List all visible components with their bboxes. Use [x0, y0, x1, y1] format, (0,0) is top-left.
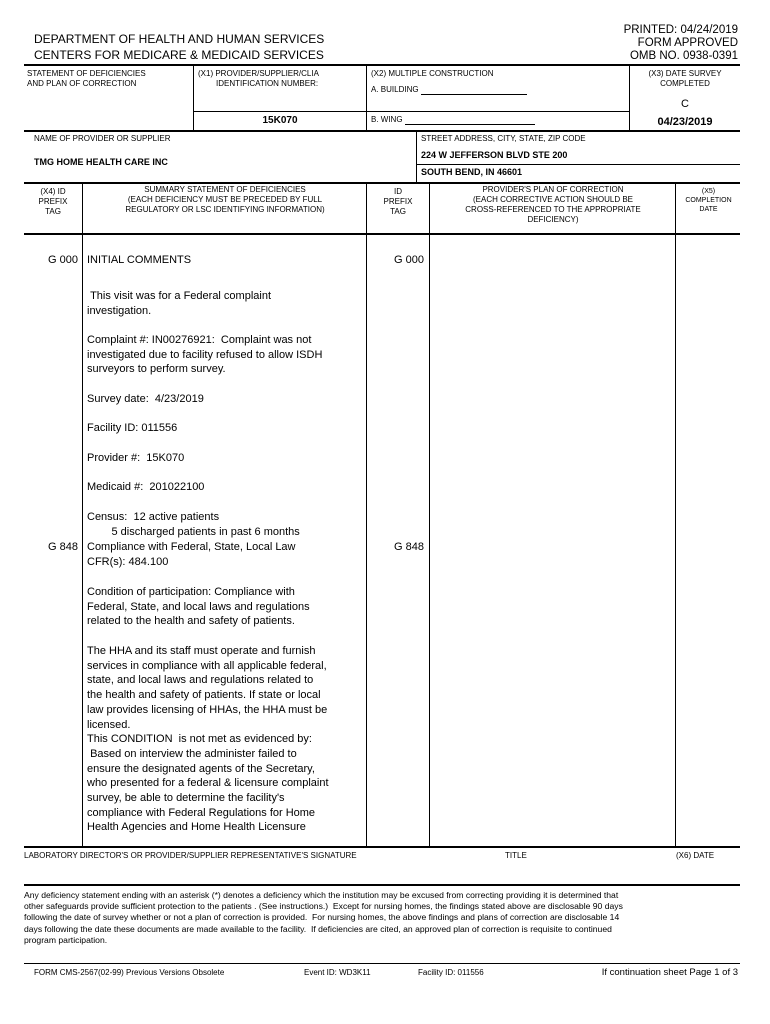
rule-footer [24, 963, 740, 964]
header-department: DEPARTMENT OF HEALTH AND HUMAN SERVICES [34, 32, 325, 46]
prefix-tag-g848: G 848 [48, 541, 78, 553]
summary-header-3: REGULATORY OR LSC IDENTIFYING INFORMATION) [125, 205, 325, 214]
rule-columns-bottom [24, 233, 740, 235]
header-omb-number: OMB NO. 0938-0391 [629, 50, 738, 62]
divider-x2 [366, 65, 367, 130]
rule-signature-bottom [24, 884, 740, 886]
title-label: TITLE [505, 851, 527, 860]
wing-blank [405, 115, 535, 125]
x3-survey-date: 04/23/2019 [657, 116, 713, 128]
paragraph-complaint: Complaint #: IN00276921: Complaint was not investigated due to facility refused to allow ISDH surveyors to perform survey. [87, 334, 323, 376]
footer-event-id: Event ID: WD3K11 [304, 968, 371, 977]
id-tag-g000: G 000 [394, 254, 424, 266]
g848-title: Compliance with Federal, State, Local Law CFR(s): 484.100 [87, 541, 296, 568]
x6-date-label: (X6) DATE [676, 851, 715, 860]
provider-name-label: NAME OF PROVIDER OR SUPPLIER [34, 134, 171, 143]
divider-col-2 [366, 183, 367, 846]
divider-col-4 [675, 183, 676, 846]
x2-rule [367, 111, 629, 112]
provider-number-text: Provider #: 15K070 [87, 452, 185, 464]
x2-label: (X2) MULTIPLE CONSTRUCTION [371, 69, 494, 78]
header-printed-date: PRINTED: 04/24/2019 [623, 24, 738, 36]
x4-header-1: (X4) ID [40, 187, 66, 196]
x1-identification-number: 15K070 [262, 115, 298, 126]
plan-header-3: CROSS-REFERENCED TO THE APPROPRIATE [465, 205, 641, 214]
building-blank [421, 85, 527, 95]
x5-header-3: DATE [699, 206, 718, 213]
x5-header-2: COMPLETION [685, 197, 732, 204]
rule-signature-top [24, 846, 740, 848]
disclaimer-text: Any deficiency statement ending with an asterisk (*) denotes a deficiency which the institution may be excused from correcting providing it is determined that other safeguards provide sufficient protection to the patients . (See instructions.) Except for nursing homes, the findings stated above are disclosable 90 days following the date of survey whether or not a plan of correction is provided. For nursing homes, the above findings and plans of correction are disclosable 14 days following the date these documents are made available to the facility. If deficiencies are cited, an approved plan of correction is requisite to continued program participation. [24, 890, 623, 945]
medicaid-number-text: Medicaid #: 201022100 [87, 481, 205, 493]
plan-header-4: DEFICIENCY) [527, 215, 579, 224]
initial-comments-heading: INITIAL COMMENTS [87, 254, 192, 266]
id-tag-g848: G 848 [394, 541, 424, 553]
wing-label: B. WING [371, 115, 403, 124]
divider-col-1 [82, 183, 83, 846]
paragraph-condition: Condition of participation: Compliance with Federal, State, and local laws and regulations related to the health and safety of patients. [87, 586, 310, 628]
x1-rule [194, 111, 366, 112]
plan-header-2: (EACH CORRECTIVE ACTION SHOULD BE [472, 195, 634, 204]
paragraph-hha-finding: The HHA and its staff must operate and furnish services in compliance with all applicable federal, state, and local laws and regulations related to the health and safety of patients. If state or local law provides licensing of HHAs, the HHA must be licensed. This CONDITION is not met as evidenced by: Based on interview the administer failed to ensure the designated agents of the Secretary, who presented for a federal & licensure complaint survey, be able to determine the facility's compliance with Federal Regulations for Home Health Agencies and Home Health Licensure [87, 645, 329, 834]
address-city: SOUTH BEND, IN 46601 [421, 167, 523, 177]
footer-facility-id: Facility ID: 011556 [418, 968, 484, 977]
address-street: 224 W JEFFERSON BLVD STE 200 [421, 150, 568, 160]
x3-label-2: COMPLETED [660, 79, 710, 88]
x2-wing-field [371, 115, 535, 125]
x5-header-1: (X5) [701, 188, 716, 195]
x4-header-3: TAG [45, 207, 61, 216]
building-label: A. BUILDING [371, 85, 419, 94]
x3-survey-code: C [681, 98, 689, 110]
statement-label-2: AND PLAN OF CORRECTION [27, 79, 137, 88]
header-form-approved: FORM APPROVED [637, 37, 738, 49]
x1-label-2: IDENTIFICATION NUMBER: [216, 79, 319, 88]
footer-form-number: FORM CMS-2567(02-99) Previous Versions Obsolete [34, 968, 225, 977]
divider-col-3 [429, 183, 430, 846]
header-agency: CENTERS FOR MEDICARE & MEDICAID SERVICES [34, 48, 324, 62]
summary-header-2: (EACH DEFICIENCY MUST BE PRECEDED BY FULL [127, 195, 323, 204]
divider-address [416, 131, 417, 182]
plan-header-1: PROVIDER'S PLAN OF CORRECTION [482, 185, 624, 194]
census-text: Census: 12 active patients 5 discharged patients in past 6 months [87, 511, 300, 538]
id-header-3: TAG [390, 207, 406, 216]
statement-label-1: STATEMENT OF DEFICIENCIES [27, 69, 146, 78]
signature-label: LABORATORY DIRECTOR'S OR PROVIDER/SUPPLIER REPRESENTATIVE'S SIGNATURE [24, 851, 357, 860]
prefix-tag-g000: G 000 [48, 254, 78, 266]
address-rule [417, 164, 740, 165]
rule-top [24, 64, 740, 66]
survey-date-text: Survey date: 4/23/2019 [87, 393, 204, 405]
x3-label-1: (X3) DATE SURVEY [648, 69, 722, 78]
address-label: STREET ADDRESS, CITY, STATE, ZIP CODE [421, 134, 586, 143]
paragraph-visit: This visit was for a Federal complaint investigation. [87, 290, 272, 317]
x1-label-1: (X1) PROVIDER/SUPPLIER/CLIA [198, 69, 319, 78]
footer-continuation: If continuation sheet Page 1 of 3 [601, 967, 738, 978]
facility-id-text: Facility ID: 011556 [87, 422, 178, 434]
provider-name: TMG HOME HEALTH CARE INC [34, 157, 168, 167]
x2-building-field [371, 85, 527, 95]
x4-header-2: PREFIX [38, 197, 68, 206]
summary-header-1: SUMMARY STATEMENT OF DEFICIENCIES [144, 185, 306, 194]
id-header-1: ID [394, 187, 402, 196]
id-header-2: PREFIX [383, 197, 413, 206]
rule-columns-top [24, 182, 740, 184]
rule-provider-top [24, 130, 740, 132]
